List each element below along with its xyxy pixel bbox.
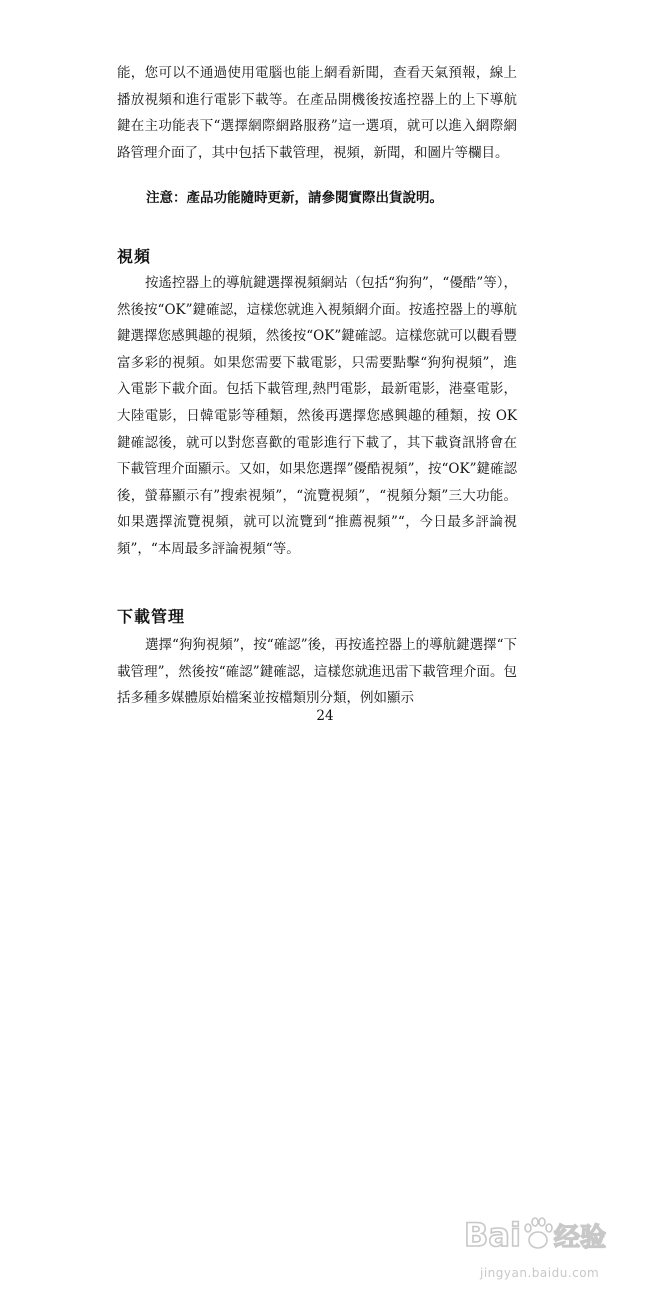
watermark-url: jingyan.baidu.com (480, 1266, 600, 1280)
section-heading-download-management: 下載管理 (117, 607, 186, 626)
section-heading-video: 視頻 (117, 247, 152, 266)
download-section-paragraph: 選擇“狗狗視頻”，按“確認”後，再按遙控器上的導航鍵選擇“下載管理”，然後按“確認”鍵確認，這樣您就進迅雷下載管理介面。包括多種多媒體原始檔案並按檔類別分類，例如顯示 (117, 637, 518, 707)
video-section-paragraph: 按遙控器上的導航鍵選擇視頻網站（包括“狗狗”，“優酷”等），然後按“OK”鍵確認，這樣您就進入視頻網介面。按遙控器上的導航鍵選擇您感興趣的視頻，然後按“OK”鍵確認。這樣您就可以觀看豐富多彩的視頻。如果您需要下載電影，只需要點擊“狗狗視頻”，進入電影下載介面。包括下載管理,熱門電影，最新電影，港臺電影，大陸電影，日韓電影等種類，然後再選擇您感興趣的種類，按 OK 鍵確認後，就可以對您喜歡的電影進行下載了，其下載資訊將會在下載管理介面顯示。又如，如果您選擇”優酷視頻”，按“OK”鍵確認後，螢幕顯示有”搜索視頻”，“流覽視頻”，“視頻分類”三大功能。如果選擇流覽視頻，就可以流覽到“推薦視頻”“，今日最多評論視頻”，“本周最多評論視頻“等。 (117, 275, 517, 557)
svg-text:经验: 经验 (554, 1223, 607, 1253)
baidu-jingyan-watermark (462, 1206, 622, 1286)
baidu-paw-logo-icon (462, 1206, 622, 1262)
notice-text: 注意：產品功能隨時更新，請參閱實際出貨說明。 (146, 190, 443, 206)
intro-paragraph: 能，您可以不通過使用電腦也能上網看新聞，查看天氣預報，線上播放視頻和進行電影下載等。在產品開機後按遙控器上的上下導航鍵在主功能表下“選擇網際網路服務”這一選項，就可以進入網際網路管理介面了，其中包括下載管理，視頻，新聞，和圖片等欄目。 (117, 65, 517, 161)
page-number: 24 (316, 708, 334, 724)
svg-text:Bai: Bai (464, 1216, 521, 1254)
